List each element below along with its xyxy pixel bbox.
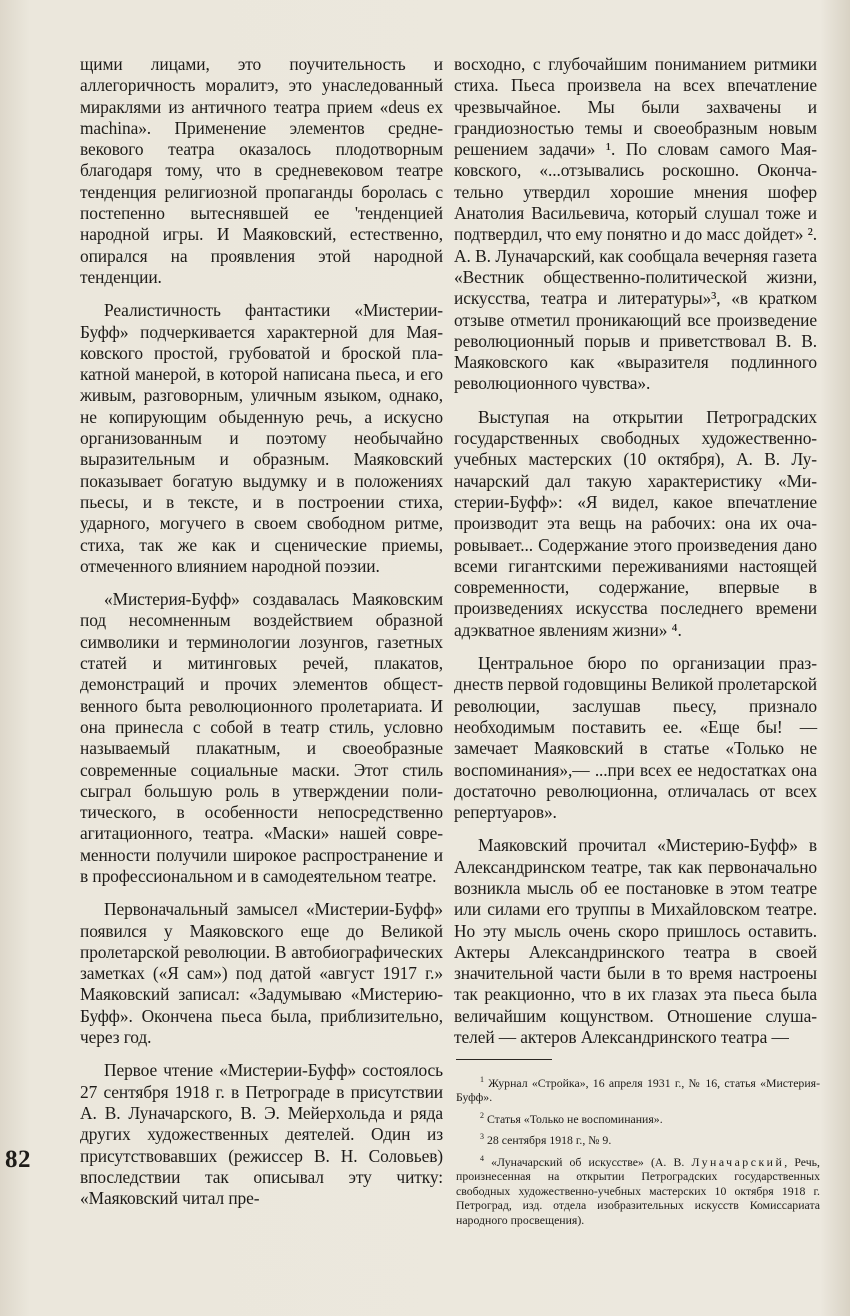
paragraph: восходно, с глубочайшим пониманием ритмики стиха. Пьеса произвела на всех впечатление чрезвычайное. Мы были захвачены и грандиозностью темы и своеобразным новым решением задачи» ¹. По словам самого Маяковского, «...отзывались роскошно. Окончательно утвердил хорошие мнения шофер Анатолия Васильевича, который слушал тоже и подтвердил, что ему понятно и до масс дойдет» ². А. В. Луначарский, как сообщала вечерняя газета «Вестник общественно-политической жизни, искусства, театра и литературы»³, «в кратком отзыве отметил проникающий все произведение революционный порыв и приветствовал В. В. Маяковского как «выразителя подлинного революционного чувства». xyxy=(454,54,817,394)
footnote-mark: 4 xyxy=(480,1153,484,1163)
footnote-text: , Речь, произнесенная на открытии Петроградских государственных свободных художественно-учебных мастерских 10 октября 1918 г. Петроград, изд. отдела изобразительных искусств Комиссариата народного просвещения). xyxy=(456,1154,820,1227)
footnote-mark: 2 xyxy=(480,1110,484,1120)
footnote xyxy=(456,1109,820,1126)
right-column xyxy=(454,54,817,1048)
footnote xyxy=(456,1152,820,1227)
footnote-text: Журнал «Стройка», 16 апреля 1931 г., № 16, статья «Мистерия-Буфф». xyxy=(456,1075,820,1105)
paragraph: Реалистичность фантастики «Мистерии-Буфф» подчеркивается характерной для Маяковского простой, грубоватой и броской плакатной манерой, в которой написана пьеса, и его живым, разговорным, уличным языком, однако, не копирующим обыденную речь, а искусно организованным и поэтому необычайно выразительным и образным. Маяковский показывает богатую выдумку и в положениях пьесы, и в тексте, и в построении стиха, ударного, могучего в своем свободном ритме, стиха, так же как и сценические приемы, отмеченного влиянием народной поэзии. xyxy=(80,300,443,576)
paragraph: Выступая на открытии Петроградских государственных свободных художественно-учебных мастерских (10 октября), А. В. Луначарский дал такую характеристику «Мистерии-Буфф»: «Я видел, какое впечатление производит эта вещь на рабочих: она их очаровывает... Содержание этого произведения дано всеми гигантскими переживаниями настоящей современности, содержание, впервые в произведениях искусства последнего времени адэкватное явлениям жизни» ⁴. xyxy=(454,406,817,640)
paragraph: Первоначальный замысел «Мистерии-Буфф» появился у Маяковского еще до Великой пролетарской революции. В автобиографических заметках («Я сам») под датой «август 1917 г.» Маяковский записал: «Задумываю «Мистерию-Буфф». Окончена пьеса была, приблизительно, через год. xyxy=(80,899,443,1048)
page-number: 82 xyxy=(5,1146,31,1173)
footnote-divider xyxy=(456,1059,552,1060)
left-column xyxy=(80,54,443,1209)
footnote-text: Статья «Только не воспоминания». xyxy=(486,1111,663,1126)
paragraph: «Мистерия-Буфф» создавалась Маяковским под несомненным воздействием образной символики и терминологии лозунгов, газетных статей и митинговых речей, плакатов, демонстраций и прочих элементов общественного быта революционного пролетариата. И она принесла с собой в театр стиль, условно называемый плакатным, и своеобразные современные социальные маски. Этот стиль сыграл большую роль в утверждении политического, в особенности непосредственно агитационного, театра. «Маски» нашей современности получили широкое распространение и в профессиональном и в самодеятельном театре. xyxy=(80,589,443,886)
footnote-spaced-name: Луначарский xyxy=(691,1154,785,1169)
paragraph: Первое чтение «Мистерии-Буфф» состоялось 27 сентября 1918 г. в Петрограде в присутствии А. В. Луначарского, В. Э. Мейерхольда и ряда других художественных деятелей. Один из присутствовавших (режиссер В. Н. Соловьев) впоследствии так описывал эту читку: «Маяковский читал пре- xyxy=(80,1060,443,1209)
footnote xyxy=(456,1130,820,1147)
footnote xyxy=(456,1073,820,1105)
paragraph: Маяковский прочитал «Мистерию-Буфф» в Александринском театре, так как первоначально возникла мысль об ее постановке в этом театре или силами его труппы в Михайловском театре. Но эту мысль очень скоро пришлось оставить. Актеры Александринского театра в своей значительной части были в то время настроены так реакционно, что в их глазах эта пьеса была величайшим кощунством. Отношение слушателей — актеров Александринского театра — xyxy=(454,835,817,1048)
footnotes xyxy=(456,1073,820,1231)
paragraph: щими лицами, это поучительность и аллегоричность моралитэ, это унаследованный мираклями из античного театра прием «deus ex machina». Применение элементов средневекового театра оказалось плодотворным благодаря тому, что в средневековом театре тенденция религиозной пропаганды боролась с постепенно вытеснявшей ее 'тенденцией народной игры. И Маяковский, естественно, опирался на проявления этой народной тенденции. xyxy=(80,54,443,287)
paragraph: Центральное бюро по организации празднеств первой годовщины Великой пролетарской революции, заслушав пьесу, признало необходимым поставить ее. «Еще бы! — замечает Маяковский в статье «Только не воспоминания»,— ...при всех ее недостатках она достаточно революционна, отличалась от всех репертуаров». xyxy=(454,653,817,823)
footnote-text: «Луначарский об искусстве» (А. В. xyxy=(491,1154,692,1169)
footnote-mark: 1 xyxy=(480,1075,484,1084)
footnote-mark: 3 xyxy=(480,1132,484,1142)
footnote-text: 28 сентября 1918 г., № 9. xyxy=(486,1133,612,1148)
